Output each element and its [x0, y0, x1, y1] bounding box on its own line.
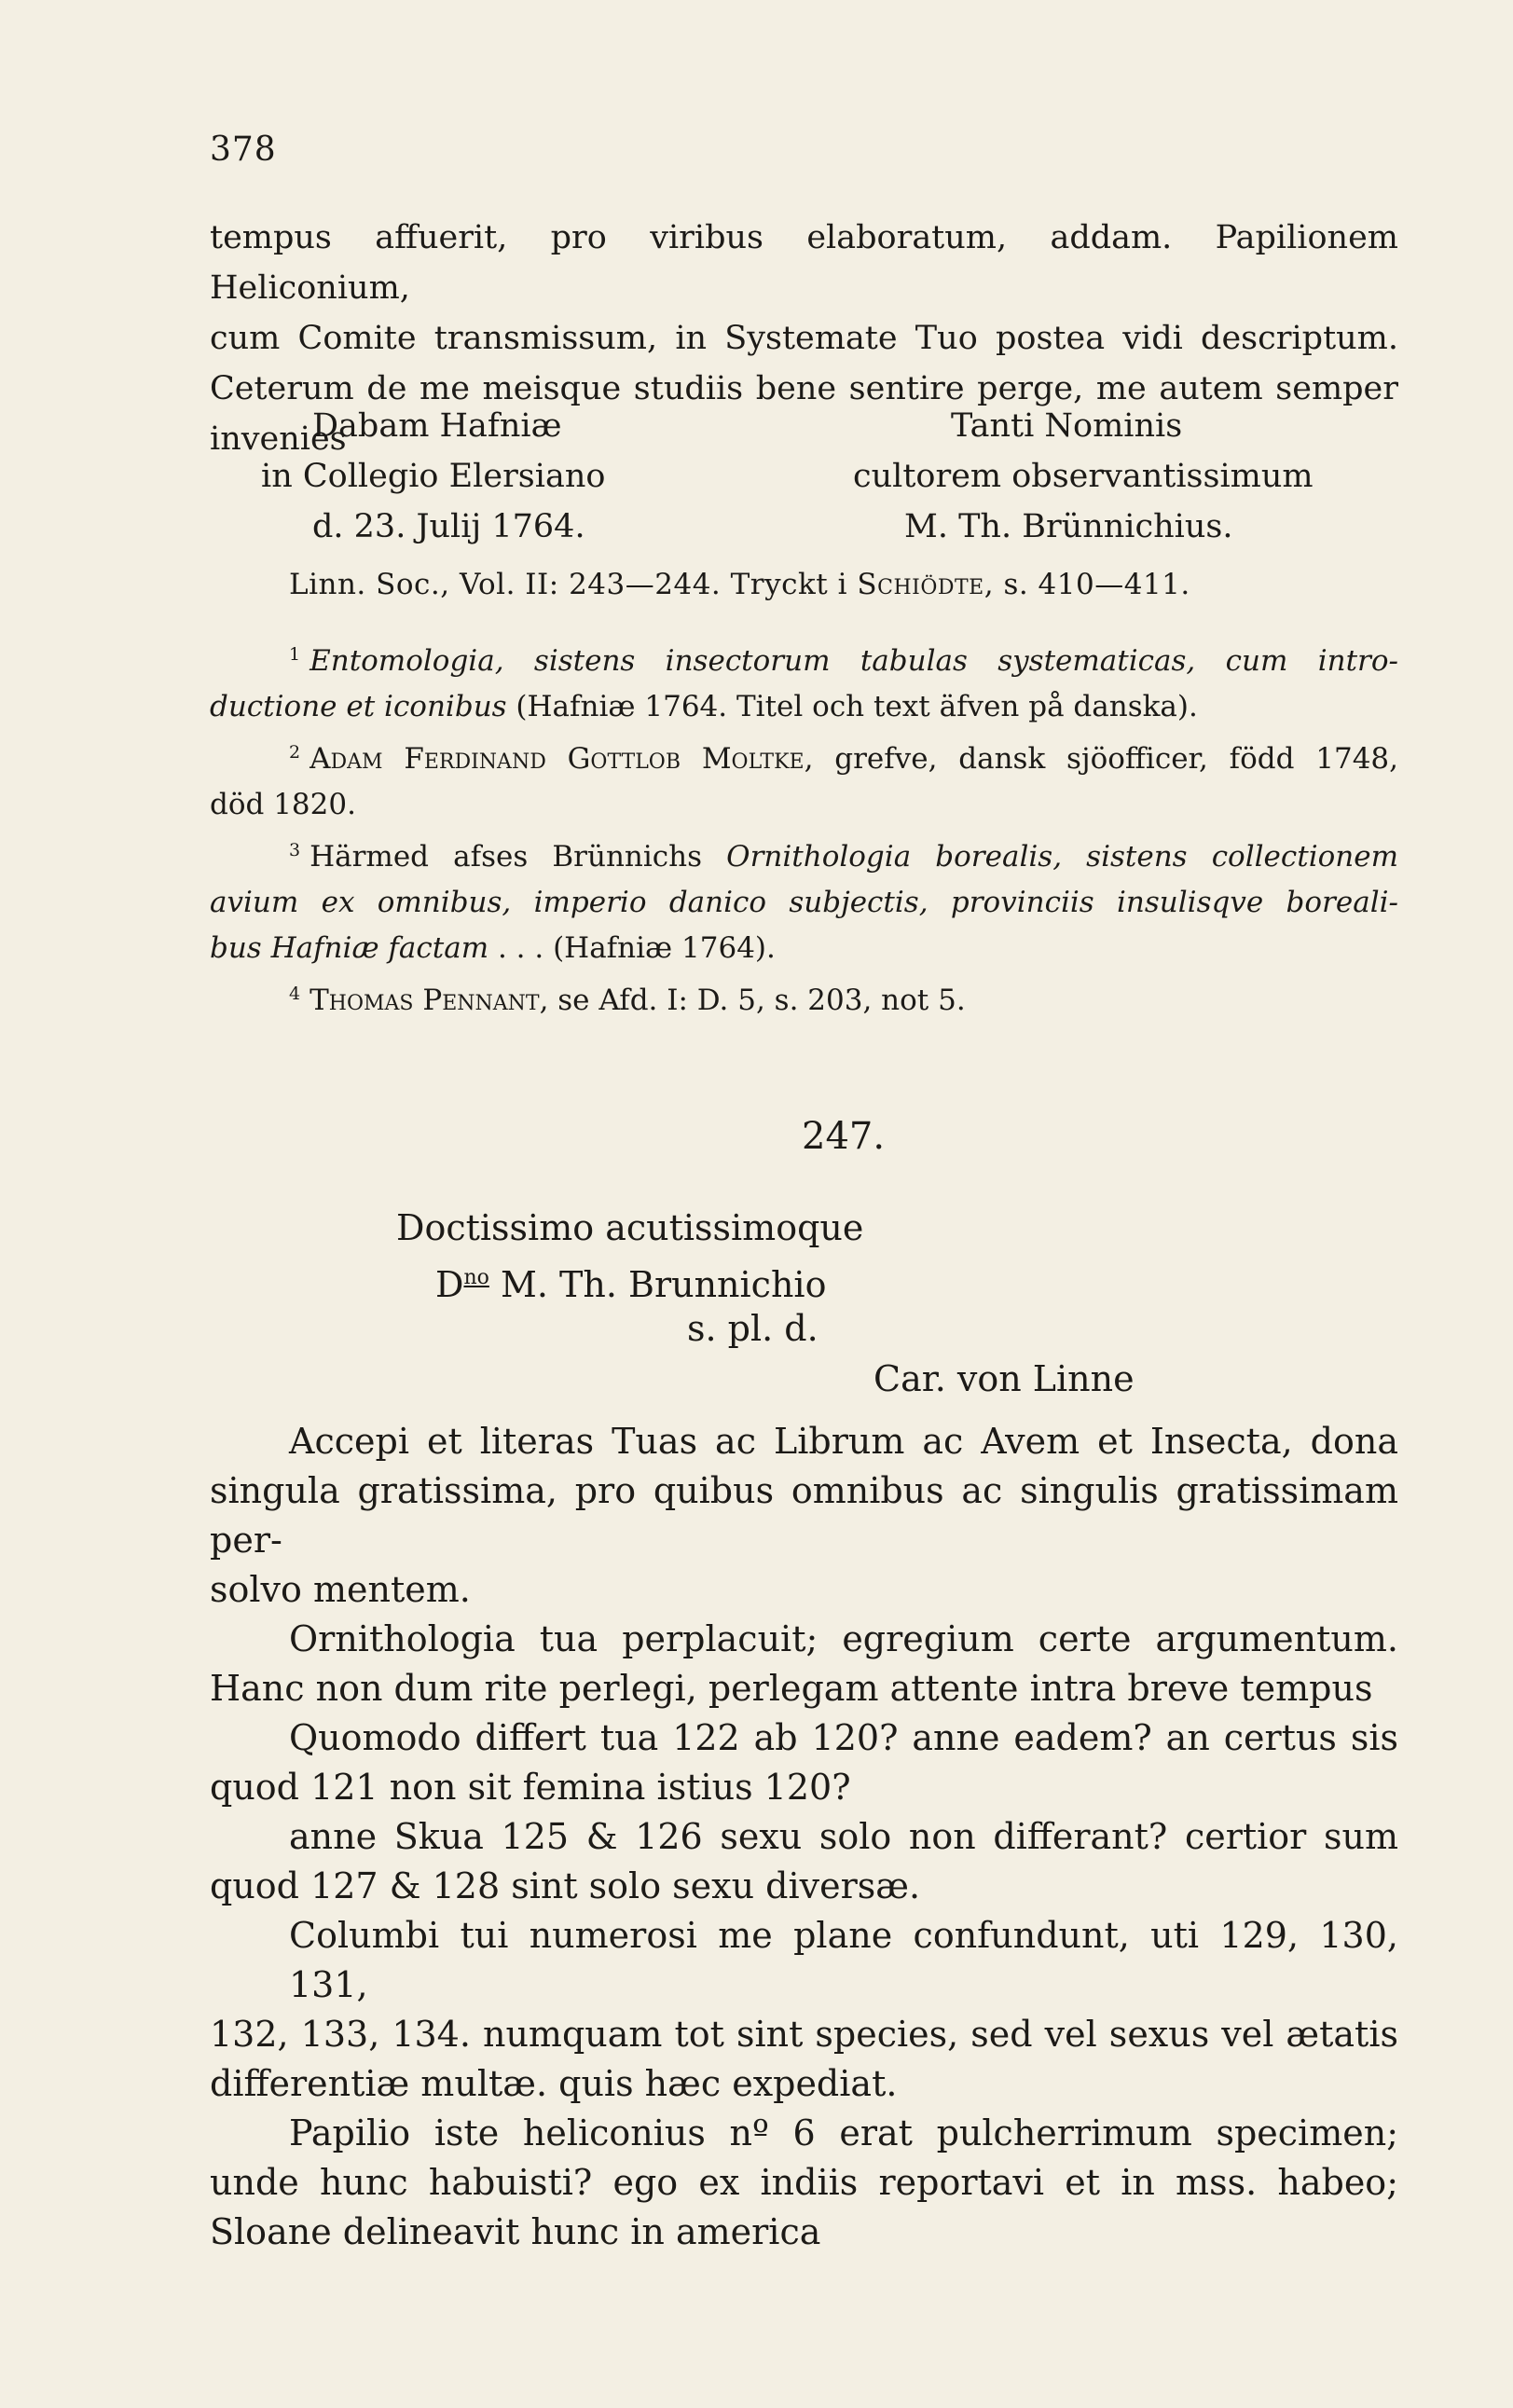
footnote-2-line-1 [210, 730, 1398, 782]
letter-body [210, 1417, 1398, 2257]
footnote-4 [210, 971, 1398, 1024]
body-line: Sloane delineavit hunc in america [210, 2211, 821, 2252]
footnote-1-line-1 [210, 632, 1398, 684]
closing-line: d. 23. Julij 1764. [312, 508, 585, 545]
footnote-3-line-3 [210, 926, 1398, 971]
footnote-text: Härmed afses Brünnichs [309, 840, 727, 874]
heading-line: s. pl. d. [687, 1308, 818, 1349]
text-line: invenies [210, 420, 347, 458]
heading-recipient: M. Th. Brunnichio [488, 1264, 827, 1305]
footnote-marker: 1 [289, 644, 301, 665]
footnote-marker: 4 [289, 984, 301, 1004]
text-line: tempus affuerit, pro viribus elaboratum, addam. Papilionem Heliconium, [210, 219, 1398, 307]
source-author: Schiödte [857, 568, 984, 601]
footnote-name: Thomas Pennant [309, 984, 540, 1017]
text-line: Ceterum de me meisque studiis bene sentire perge, me autem semper [210, 370, 1398, 407]
closing-line: cultorem observantissimum [853, 458, 1314, 495]
heading-line [435, 1253, 826, 1310]
text-line: cum Comite transmissum, in Systemate Tuo postea vidi descriptum. [210, 320, 1398, 357]
source-suffix: , s. 410—411. [983, 568, 1190, 601]
source-prefix: Linn. Soc., Vol. II: 243—244. Tryckt i [289, 568, 858, 601]
footnote-3-line-1 [210, 828, 1398, 880]
body-line: anne Skua 125 & 126 sexu solo non differant? certior sum [289, 1816, 1398, 1857]
body-line: unde hunc habuisti? ego ex indiis reportavi et in mss. habeo; [210, 2162, 1398, 2203]
heading-abbrev: D [435, 1264, 464, 1305]
closing-signature [853, 401, 1412, 552]
body-line: Columbi tui numerosi me plane confundunt, uti 129, 130, 131, [289, 1915, 1398, 2005]
footnote-title: Entomologia, sistens insectorum tabulas systematicas, cum intro- [309, 644, 1398, 678]
footnote-text: , se Afd. I: D. 5, s. 203, not 5. [539, 984, 966, 1017]
footnote-1-line-2 [210, 684, 1398, 730]
heading-line: Doctissimo acutissimoque [396, 1207, 864, 1248]
footnote-name: Adam Ferdinand Gottlob Moltke [309, 742, 805, 776]
letter-number: 247. [802, 1115, 886, 1158]
page-number: 378 [210, 131, 277, 169]
body-line: Accepi et literas Tuas ac Librum ac Avem et Insecta, dona [289, 1421, 1398, 1462]
footnote-title: ductione et iconibus [210, 690, 507, 723]
body-line: solvo mentem. [210, 1569, 471, 1610]
footnote-title: bus Hafniæ factam [210, 931, 489, 965]
footnote-marker: 2 [289, 742, 301, 763]
body-line: quod 127 & 128 sint solo sexu diversæ. [210, 1865, 921, 1906]
body-line: quod 121 non sit femina istius 120? [210, 1767, 851, 1808]
closing-place-date [261, 401, 727, 552]
source-citation [289, 568, 1190, 601]
footnote-text: (Hafniæ 1764. Titel och text äfven på danska). [506, 690, 1198, 723]
footnote-marker: 3 [289, 840, 301, 860]
body-line: Ornithologia tua perplacuit; egregium certe argumentum. [289, 1618, 1398, 1659]
footnotes [210, 632, 1398, 1024]
body-line: Quomodo differt tua 122 ab 120? anne eadem? an certus sis [289, 1717, 1398, 1758]
footnote-2-line-2: död 1820. [210, 788, 356, 821]
heading-sender: Car. von Linne [873, 1358, 1135, 1399]
body-line: singula gratissima, pro quibus omnibus ac singulis gratissimam per- [210, 1470, 1398, 1561]
body-line: Hanc non dum rite perlegi, perlegam attente intra breve tempus [210, 1668, 1373, 1709]
closing-line: in Collegio Elersiano [261, 458, 606, 495]
footnote-text: . . . (Hafniæ 1764). [488, 931, 776, 965]
closing-line: Dabam Hafniæ [312, 407, 562, 445]
body-line: Papilio iste heliconius nº 6 erat pulcherrimum specimen; [289, 2112, 1398, 2153]
body-line: 132, 133, 134. numquam tot sint species, sed vel sexus vel ætatis [210, 2014, 1398, 2055]
closing-line: Tanti Nominis [951, 407, 1183, 445]
footnote-text: , grefve, dansk sjöofficer, född 1748, [804, 742, 1399, 776]
footnote-title: avium ex omnibus, imperio danico subjectis, provinciis insulisqve boreali- [210, 886, 1398, 919]
heading-abbrev-sup: no [463, 1266, 489, 1289]
footnote-title: Ornithologia borealis, sistens collectionem [726, 840, 1399, 874]
body-line: differentiæ multæ. quis hæc expediat. [210, 2063, 898, 2104]
closing-line: M. Th. Brünnichius. [904, 508, 1233, 545]
footnote-3-line-2 [210, 880, 1398, 926]
